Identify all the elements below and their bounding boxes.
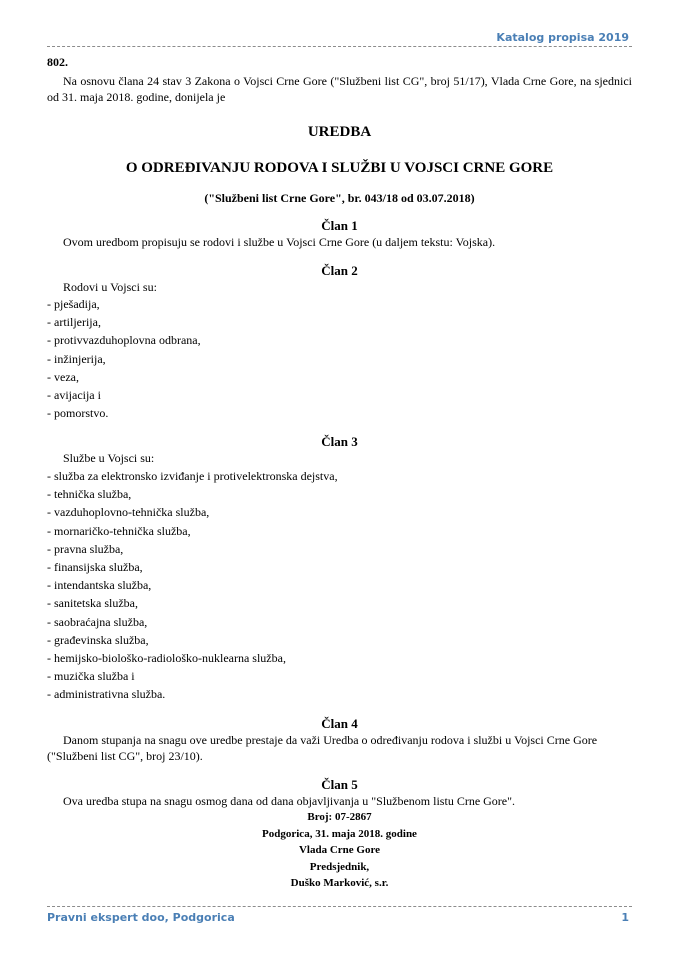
publication-reference: ("Službeni list Crne Gore", br. 043/18 od 03.07.2018) xyxy=(204,190,475,205)
list-item: - građevinska služba, xyxy=(47,632,149,647)
list-item: - inžinjerija, xyxy=(47,351,106,366)
header-divider xyxy=(47,46,632,47)
article-1-heading: Član 1 xyxy=(321,218,358,233)
list-item: - finansijska služba, xyxy=(47,559,143,574)
list-item: - intendantska služba, xyxy=(47,578,152,593)
document-body xyxy=(47,54,632,892)
list-item: - pomorstvo. xyxy=(47,406,109,421)
document-intro: Na osnovu člana 24 stav 3 Zakona o Vojsci Crne Gore ("Službeni list CG", broj 51/17), Vlada Crne Gore, na sjednici od 31. maja 2018. godine, donijela je xyxy=(47,73,632,104)
footer-publisher: Pravni ekspert doo, Podgorica xyxy=(47,911,235,924)
list-item: - vazduhoplovno-tehnička služba, xyxy=(47,505,210,520)
list-item: - pješadija, xyxy=(47,297,100,311)
signature-place-date: Podgorica, 31. maja 2018. godine xyxy=(262,827,417,840)
list-item: - administrativna služba. xyxy=(47,687,166,702)
document-title: UREDBA xyxy=(307,123,372,140)
list-item: - pravna služba, xyxy=(47,541,124,556)
list-item: - sanitetska služba, xyxy=(47,596,138,611)
footer-divider xyxy=(47,906,632,907)
catalog-title: Katalog propisa 2019 xyxy=(496,31,629,44)
article-3-heading: Član 3 xyxy=(321,434,358,450)
list-item: - avijacija i xyxy=(47,388,101,403)
document-number: 802. xyxy=(47,55,68,69)
article-5-heading: Član 5 xyxy=(321,776,358,792)
list-item: - veza, xyxy=(47,369,79,384)
article-4-heading: Član 4 xyxy=(321,715,358,731)
list-item: - tehnička služba, xyxy=(47,487,132,502)
list-item: - saobraćajna služba, xyxy=(47,614,148,629)
signature-role: Predsjednik, xyxy=(309,860,370,873)
page-number: 1 xyxy=(621,911,629,924)
signature-body: Vlada Crne Gore xyxy=(298,844,381,857)
signature-name: Duško Marković, s.r. xyxy=(290,877,389,890)
article-2-heading: Član 2 xyxy=(321,262,358,278)
document-subtitle: O ODREĐIVANJU RODOVA I SLUŽBI U VOJSCI CRNE GORE xyxy=(125,159,554,176)
article-3-text: Službe u Vojsci su: xyxy=(63,451,155,466)
signature-number: Broj: 07-2867 xyxy=(307,811,372,824)
list-item: - protivvazduhoplovna odbrana, xyxy=(47,333,201,348)
article-4-text: Danom stupanja na snagu ove uredbe prestaje da važi Uredba o određivanju rodova i službi u Vojsci Crne Gore ("Službeni list CG", broj 23/10). xyxy=(47,732,598,764)
list-item: - artiljerija, xyxy=(47,315,101,330)
article-5-text: Ova uredba stupa na snagu osmog dana od dana objavljivanja u "Službenom listu Crne Gore". xyxy=(63,793,516,808)
list-item: - mornaričko-tehnička služba, xyxy=(47,523,191,538)
list-item: - služba za elektronsko izviđanje i protivelektronska dejstva, xyxy=(47,468,338,483)
article-2-text: Rodovi u Vojsci su: xyxy=(63,279,157,294)
article-3-list xyxy=(47,467,632,704)
list-item: - muzička služba i xyxy=(47,669,135,684)
article-2-list xyxy=(47,295,632,422)
article-1-text: Ovom uredbom propisuju se rodovi i službe u Vojsci Crne Gore (u daljem tekstu: Vojska). xyxy=(63,235,496,249)
list-item: - hemijsko-biološko-radiološko-nuklearna služba, xyxy=(47,650,286,665)
